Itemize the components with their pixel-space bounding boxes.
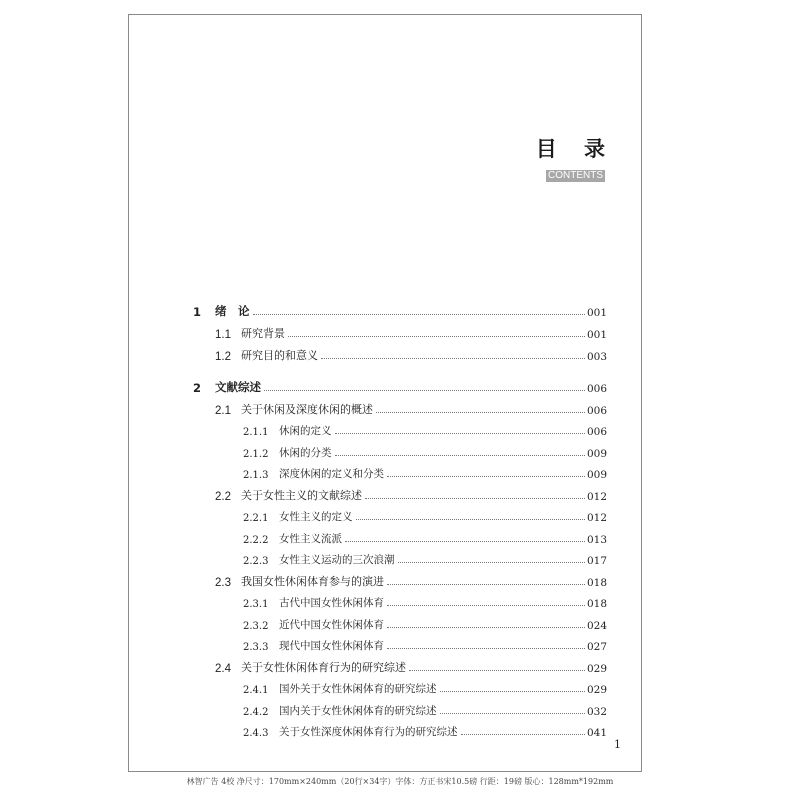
toc-entry bbox=[193, 508, 607, 524]
toc-dot-leader bbox=[356, 518, 585, 520]
toc-entry-page: 017 bbox=[586, 555, 607, 567]
toc-entry-title: 关于女性主义的文献综述 bbox=[241, 489, 362, 502]
toc-entry-title: 研究目的和意义 bbox=[241, 349, 318, 362]
toc-entry bbox=[193, 551, 607, 567]
toc-entry-page: 006 bbox=[586, 426, 607, 438]
toc-entry-page: 029 bbox=[586, 684, 607, 696]
toc-dot-leader bbox=[398, 561, 585, 563]
toc-entry-page: 024 bbox=[586, 620, 607, 632]
toc-entry-page: 006 bbox=[586, 383, 607, 395]
toc-dot-leader bbox=[264, 389, 585, 391]
toc-entry-page: 029 bbox=[586, 663, 607, 675]
toc-entry-title: 女性主义流派 bbox=[279, 533, 342, 545]
toc-dot-leader bbox=[345, 540, 585, 542]
toc-entry-title: 现代中国女性休闲体育 bbox=[279, 640, 384, 652]
toc-entry-page: 006 bbox=[586, 405, 607, 417]
toc-entry bbox=[193, 702, 607, 718]
toc-entry bbox=[193, 444, 607, 460]
toc-entry-page: 013 bbox=[586, 534, 607, 546]
toc-dot-leader bbox=[387, 604, 585, 606]
toc-entry bbox=[193, 487, 607, 503]
toc-entry-title: 近代中国女性休闲体育 bbox=[279, 619, 384, 631]
toc-entry bbox=[193, 573, 607, 589]
toc-entry-title: 国外关于女性休闲体育的研究综述 bbox=[279, 683, 437, 695]
toc-entry-number: 2.2 bbox=[215, 491, 231, 503]
toc-entry-number: 2.3.3 bbox=[243, 642, 269, 653]
toc-entry-number: 2.1.3 bbox=[243, 470, 269, 481]
toc-dot-leader bbox=[365, 497, 585, 499]
toc-entry-title: 研究背景 bbox=[241, 327, 285, 340]
toc-entry-page: 009 bbox=[586, 469, 607, 481]
toc-dot-leader bbox=[253, 313, 585, 315]
toc-entry bbox=[193, 680, 607, 696]
page-number: 1 bbox=[614, 738, 621, 751]
toc-entry-page: 012 bbox=[586, 512, 607, 524]
toc-entry-number: 2.2.2 bbox=[243, 535, 269, 546]
toc-entry bbox=[193, 303, 607, 319]
toc-entry-number: 2 bbox=[193, 381, 202, 395]
toc-dot-leader bbox=[387, 583, 585, 585]
toc-dot-leader bbox=[440, 690, 585, 692]
toc-entry-number: 2.1.2 bbox=[243, 449, 269, 460]
toc-entry-page: 001 bbox=[586, 329, 607, 341]
toc-dot-leader bbox=[387, 647, 585, 649]
toc-entry-number: 2.4 bbox=[215, 663, 231, 675]
toc-dot-leader bbox=[387, 475, 585, 477]
toc-entry bbox=[193, 616, 607, 632]
toc-dot-leader bbox=[335, 454, 585, 456]
toc-entry-title: 女性主义运动的三次浪潮 bbox=[279, 554, 395, 566]
toc-dot-leader bbox=[387, 626, 585, 628]
toc-entry-title: 我国女性休闲体育参与的演进 bbox=[241, 575, 384, 588]
toc-entry bbox=[193, 325, 607, 341]
toc-entry-title: 绪 论 bbox=[215, 304, 250, 318]
toc-entry-title: 关于休闲及深度休闲的概述 bbox=[241, 403, 373, 416]
toc-entry-title: 文献综述 bbox=[215, 380, 261, 394]
toc-entry bbox=[193, 530, 607, 546]
toc-entry-number: 2.3 bbox=[215, 577, 231, 589]
page-subtitle: CONTENTS bbox=[548, 170, 603, 181]
toc-entry bbox=[193, 594, 607, 610]
toc-entry-number: 2.4.2 bbox=[243, 707, 269, 718]
toc-entry-number: 2.1 bbox=[215, 405, 231, 417]
toc-entry bbox=[193, 379, 607, 395]
toc-entry-page: 018 bbox=[586, 577, 607, 589]
toc-dot-leader bbox=[376, 411, 585, 413]
toc-entry-title: 关于女性深度休闲体育行为的研究综述 bbox=[279, 726, 458, 738]
book-page bbox=[128, 14, 642, 772]
toc-dot-leader bbox=[335, 432, 585, 434]
toc-entry-number: 2.4.1 bbox=[243, 685, 269, 696]
toc-dot-leader bbox=[440, 712, 585, 714]
toc-entry-page: 001 bbox=[586, 307, 607, 319]
toc-dot-leader bbox=[288, 335, 585, 337]
toc-entry bbox=[193, 401, 607, 417]
toc-entry-title: 关于女性休闲体育行为的研究综述 bbox=[241, 661, 406, 674]
toc-entry bbox=[193, 465, 607, 481]
toc-entry-title: 古代中国女性休闲体育 bbox=[279, 597, 384, 609]
toc-entry bbox=[193, 422, 607, 438]
toc-entry-number: 2.2.1 bbox=[243, 513, 269, 524]
toc-entry-page: 041 bbox=[586, 727, 607, 739]
toc-entry-page: 012 bbox=[586, 491, 607, 503]
toc-entry bbox=[193, 659, 607, 675]
toc-entry-number: 2.1.1 bbox=[243, 427, 269, 438]
toc-entry-page: 032 bbox=[586, 706, 607, 718]
title-block bbox=[535, 135, 615, 182]
toc-dot-leader bbox=[461, 733, 585, 735]
toc-entry-title: 休闲的定义 bbox=[279, 425, 332, 437]
toc-entry bbox=[193, 637, 607, 653]
toc-entry-title: 女性主义的定义 bbox=[279, 511, 353, 523]
toc-entry-number: 2.3.1 bbox=[243, 599, 269, 610]
toc-entry-number: 2.2.3 bbox=[243, 556, 269, 567]
toc-entry-page: 018 bbox=[586, 598, 607, 610]
toc-entry-title: 休闲的分类 bbox=[279, 447, 332, 459]
toc-entry-page: 027 bbox=[586, 641, 607, 653]
toc-entry-number: 2.4.3 bbox=[243, 728, 269, 739]
toc-entry-number: 1.1 bbox=[215, 329, 231, 341]
toc-entry bbox=[193, 723, 607, 739]
toc-entry-title: 深度休闲的定义和分类 bbox=[279, 468, 384, 480]
toc-entry-number: 2.3.2 bbox=[243, 621, 269, 632]
toc-entry-title: 国内关于女性休闲体育的研究综述 bbox=[279, 705, 437, 717]
toc-entry-page: 003 bbox=[586, 351, 607, 363]
toc-entry-number: 1 bbox=[193, 305, 202, 319]
toc-entry bbox=[193, 347, 607, 363]
page-title: 目 录 bbox=[535, 137, 615, 161]
toc-dot-leader bbox=[409, 669, 585, 671]
toc-entry-page: 009 bbox=[586, 448, 607, 460]
toc-dot-leader bbox=[321, 357, 585, 359]
printing-spec-note: 林智广告 4校 净尺寸：170mm×240mm（20行×34字）字体：方正书宋10.5磅 行距：19磅 版心：128mm*192mm bbox=[186, 777, 614, 786]
toc-entry-number: 1.2 bbox=[215, 351, 231, 363]
